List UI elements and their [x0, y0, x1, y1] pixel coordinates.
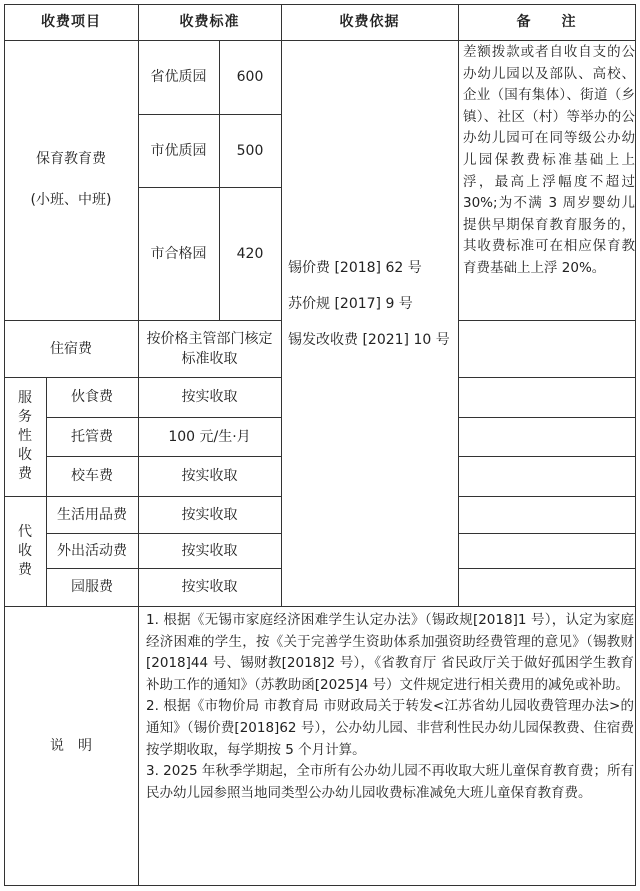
- agency-group-char: 费: [18, 561, 32, 578]
- service-item-name: 校车费: [71, 468, 113, 484]
- explanation-text: [146, 610, 634, 804]
- row-divider: [458, 496, 635, 497]
- table-border-bottom: [4, 885, 636, 886]
- service-item-name: 托管费: [71, 428, 113, 445]
- service-group-char: 费: [18, 466, 32, 482]
- header-item: 收费项目: [41, 14, 101, 30]
- childcare-fee-name: 保育教育费: [36, 151, 106, 167]
- explanation-paragraph: 3. 2025 年秋季学期起，全市所有公办幼儿园不再收取大班儿童保育教育费；所有民办幼儿园参照当地同类型公办幼儿园收费标准减免大班儿童保育教育费。: [146, 763, 634, 801]
- childcare-remark: 差额拨款或者自收自支的公办幼儿园以及部队、高校、企业（国有集体）、街道（乡镇）、社区（村）等举办的公办幼儿园可在同等级公办幼儿园保教费标准基础上上浮，最高上浮幅度不超过 30%;为不满 3 周岁婴幼儿提供早期保育教育服务的，其收费标准可在相应保育教育费基础上上浮 20%。: [463, 44, 635, 276]
- row-divider: [458, 320, 635, 321]
- grade-label: 市合格园: [150, 245, 207, 262]
- service-item-standard: 按实收取: [181, 468, 238, 484]
- lodging-name: 住宿费: [50, 340, 92, 357]
- basis-line: 锡价费 [2018] 62 号: [288, 260, 422, 276]
- agency-item-name: 外出活动费: [57, 542, 127, 559]
- col-divider: [138, 606, 139, 886]
- agency-item-standard: 按实收取: [181, 579, 238, 595]
- service-item-standard: 按实收取: [181, 389, 238, 405]
- grade-fee: 500: [236, 142, 264, 159]
- service-group-char: 收: [18, 447, 32, 463]
- grade-label: 市优质园: [150, 142, 207, 159]
- service-group-char: 服: [18, 390, 32, 406]
- explanation-label: 说 明: [50, 737, 92, 754]
- explanation-paragraph: 2. 根据《市物价局 市教育局 市财政局关于转发<江苏省幼儿园收费管理办法>的通知》（锡价费[2018]62 号），公办幼儿园、非营利性民办幼儿园保教费、住宿费按学期收取，每学期按 5 个月计算。: [146, 698, 634, 758]
- service-item-standard: 100 元/生·月: [168, 428, 251, 445]
- grade-fee: 420: [236, 245, 264, 262]
- row-divider: [458, 456, 635, 457]
- grade-fee: 600: [236, 69, 264, 85]
- table-border-right: [635, 4, 636, 886]
- header-basis: 收费依据: [339, 14, 400, 30]
- row-divider: [458, 568, 635, 569]
- agency-group-label: [4, 496, 46, 606]
- basis-line: 苏价规 [2017] 9 号: [288, 296, 413, 312]
- header-standard: 收费标准: [179, 14, 240, 30]
- agency-item-standard: 按实收取: [181, 542, 238, 559]
- row-divider: [458, 377, 635, 378]
- basis-line: 锡发改收费 [2021] 10 号: [288, 332, 450, 348]
- row-divider: [458, 417, 635, 418]
- agency-item-standard: 按实收取: [181, 506, 238, 523]
- col-divider: [458, 4, 459, 607]
- childcare-classes: (小班、中班): [30, 192, 112, 208]
- service-group-char: 务: [18, 409, 32, 425]
- service-group-char: 性: [18, 428, 32, 444]
- explanation-paragraph: 1. 根据《无锡市家庭经济困难学生认定办法》（锡政规[2018]1 号），认定为家庭经济困难的学生，按《关于完善学生资助体系加强资助经费管理的意见》（锡教财[2018]44 号、锡财教[2018]2 号），《省教育厅 省民政厅关于做好孤困学生教育补助工作的通知》（苏教助函[2025]4 号）文件规定进行相关费用的减免或补助。: [146, 612, 634, 693]
- agency-group-char: 代: [18, 523, 32, 540]
- childcare-fee-cell: [4, 40, 138, 320]
- lodging-standard: 按价格主管部门核定标准收取: [146, 330, 273, 367]
- service-item-name: 伙食费: [71, 389, 113, 405]
- agency-item-name: 园服费: [71, 579, 113, 595]
- grade-label: 省优质园: [150, 69, 207, 85]
- row-divider: [458, 533, 635, 534]
- agency-item-name: 生活用品费: [57, 506, 127, 523]
- agency-group-char: 收: [18, 542, 32, 559]
- service-group-label: [4, 377, 46, 496]
- col-divider: [281, 4, 282, 607]
- header-remark: 备 注: [516, 14, 577, 30]
